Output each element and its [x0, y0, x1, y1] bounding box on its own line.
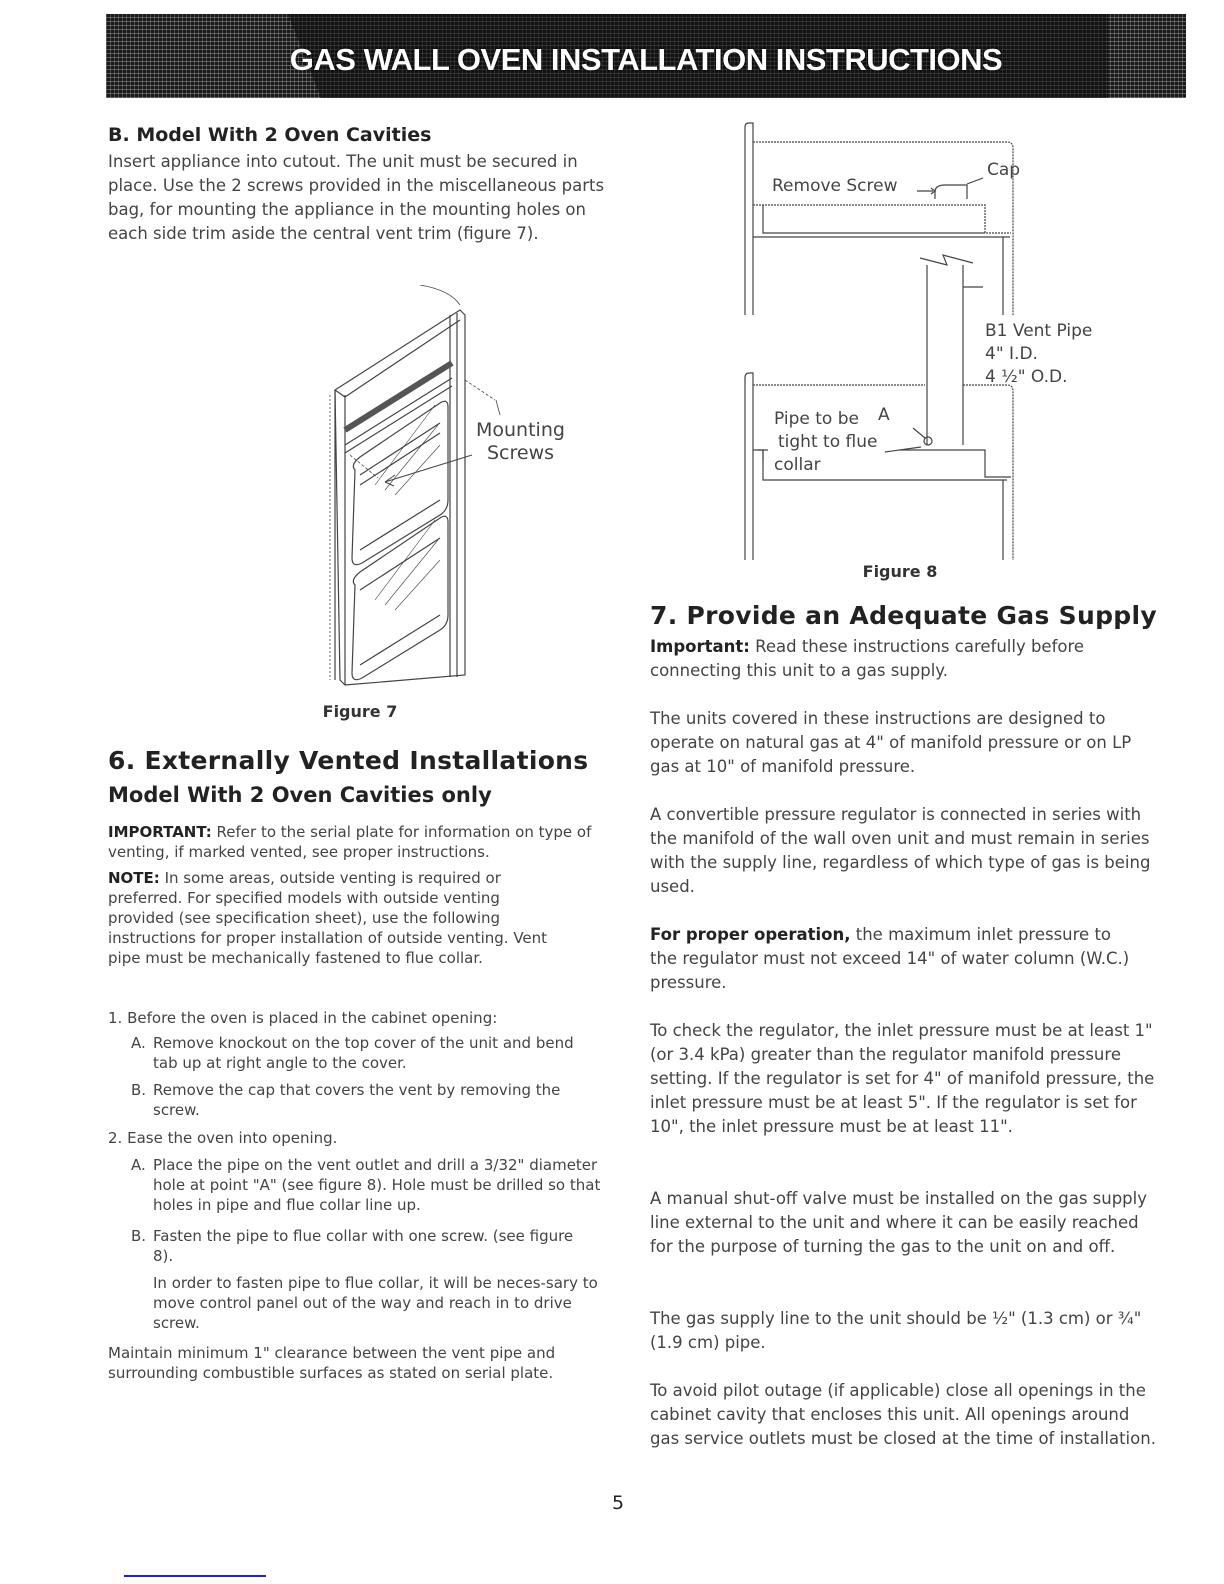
step-text: Ease the oven into opening. — [127, 1129, 338, 1147]
figure-8-label-pipe-tight — [774, 408, 877, 477]
figure-7-label-mounting: Mounting — [476, 419, 565, 441]
figure-8-caption: Figure 8 — [862, 562, 938, 581]
step-text: Before the oven is placed in the cabinet opening: — [127, 1009, 498, 1027]
note-text: In some areas, outside venting is required or preferred. For specified models with outside venting provided (see specification sheet), use the following instructions for proper installation of outside venting. Vent pipe must be mechanically fastened to flue collar. — [108, 869, 548, 967]
section-7-para-2: A convertible pressure regulator is connected in series with the manifold of the wall oven unit and must remain in series with the supply line, regardless of which type of gas is being used. — [650, 805, 1151, 896]
note-label: NOTE: — [108, 869, 160, 887]
substep-label: B. — [131, 1081, 147, 1099]
pipe-tight-line-2: tight to flue — [778, 432, 878, 452]
figure-8-label-point-a: A — [878, 405, 890, 425]
important-text: Read these instructions carefully before connecting this unit to a gas supply. — [650, 637, 1085, 680]
figure-7-label-screws: Screws — [487, 442, 555, 464]
section-7-heading: 7. Provide an Adequate Gas Supply — [650, 601, 1157, 630]
section-6-important — [108, 822, 598, 862]
substep-text: Remove knockout on the top cover of the unit and bend tab up at right angle to the cover. — [153, 1034, 574, 1072]
footer-link-underline — [124, 1575, 266, 1577]
proper-operation-label: For proper operation, — [650, 925, 851, 944]
step-number: 1. — [108, 1009, 123, 1027]
step-2a — [131, 1155, 611, 1215]
important-text: Refer to the serial plate for information on type of venting, if marked vented, see proper instructions. — [108, 823, 592, 861]
substep-label: A. — [131, 1034, 146, 1052]
vent-pipe-od: 4 ½" O.D. — [985, 367, 1068, 387]
page-title: GAS WALL OVEN INSTALLATION INSTRUCTIONS — [289, 42, 1003, 77]
proper-operation-text: the maximum inlet pressure to the regulator must not exceed 14" of water column (W.C.) pressure. — [650, 925, 1130, 992]
substep-text: Place the pipe on the vent outlet and drill a 3/32" diameter hole at point "A" (see figure 8). Hole must be drilled so that holes in pipe and flue collar line up. — [153, 1156, 601, 1214]
section-6-heading: 6. Externally Vented Installations — [108, 746, 589, 775]
section-7-para-4: To check the regulator, the inlet pressure must be at least 1" (or 3.4 kPa) greater than the regulator manifold pressure setting. If the regulator is set for 4" of manifold pressure, the inlet pressure must be at least 5". If the regulator is set for 10", the inlet pressure must be at least 11". — [650, 1021, 1155, 1136]
section-6-note — [108, 868, 558, 968]
section-7-para-6: The gas supply line to the unit should be ½" (1.3 cm) or ¾" (1.9 cm) pipe. — [650, 1309, 1142, 1352]
section-7-important — [650, 635, 1120, 683]
step-1a — [131, 1033, 601, 1073]
section-7-para-5: A manual shut-off valve must be installed on the gas supply line external to the unit and where it can be easily reached for the purpose of turning the gas to the unit on and off. — [650, 1189, 1148, 1256]
step-2 — [108, 1128, 337, 1148]
step-number: 2. — [108, 1129, 123, 1147]
section-7-para-3 — [650, 923, 1140, 995]
section-7-para-7: To avoid pilot outage (if applicable) close all openings in the cabinet cavity that encloses this unit. All openings around gas service outlets must be closed at the time of installation. — [650, 1381, 1156, 1448]
section-b-body: Insert appliance into cutout. The unit must be secured in place. Use the 2 screws provided in the miscellaneous parts bag, for mounting the appliance in the mounting holes on each side trim aside the central vent trim (figure 7). — [108, 152, 605, 243]
substep-label: A. — [131, 1156, 146, 1174]
section-6-subheading: Model With 2 Oven Cavities only — [108, 783, 492, 807]
page-number: 5 — [612, 1492, 625, 1514]
vent-pipe-id: 4" I.D. — [985, 344, 1038, 364]
pipe-tight-line-1: Pipe to be — [774, 409, 859, 429]
step-2-note: In order to fasten pipe to flue collar, it will be neces-sary to move control panel out of the way and reach in to drive screw. — [153, 1274, 598, 1332]
step-2b — [131, 1226, 591, 1266]
section-7-para-1: The units covered in these instructions are designed to operate on natural gas at 4" of manifold pressure or on LP gas at 10" of manifold pressure. — [650, 709, 1132, 776]
figure-8-label-vent-pipe — [985, 320, 1092, 389]
page-header-banner — [106, 14, 1186, 98]
substep-text: Fasten the pipe to flue collar with one screw. (see figure 8). — [153, 1227, 574, 1265]
pipe-tight-line-3: collar — [774, 455, 821, 475]
substep-text: Remove the cap that covers the vent by removing the screw. — [153, 1081, 561, 1119]
step-1b — [131, 1080, 611, 1120]
figure-8-label-remove-screw: Remove Screw — [772, 176, 898, 196]
figure-7-oven-illustration — [300, 285, 600, 695]
vent-pipe-name: B1 Vent Pipe — [985, 321, 1093, 341]
substep-label: B. — [131, 1227, 147, 1245]
step-1 — [108, 1008, 497, 1028]
figure-7-caption: Figure 7 — [322, 702, 398, 721]
figure-8-label-cap: Cap — [987, 160, 1021, 180]
section-b-heading: B. Model With 2 Oven Cavities — [108, 124, 432, 146]
important-label: IMPORTANT: — [108, 823, 212, 841]
clearance-note: Maintain minimum 1" clearance between the vent pipe and surrounding combustible surfaces as stated on serial plate. — [108, 1344, 556, 1382]
important-label: Important: — [650, 637, 750, 656]
